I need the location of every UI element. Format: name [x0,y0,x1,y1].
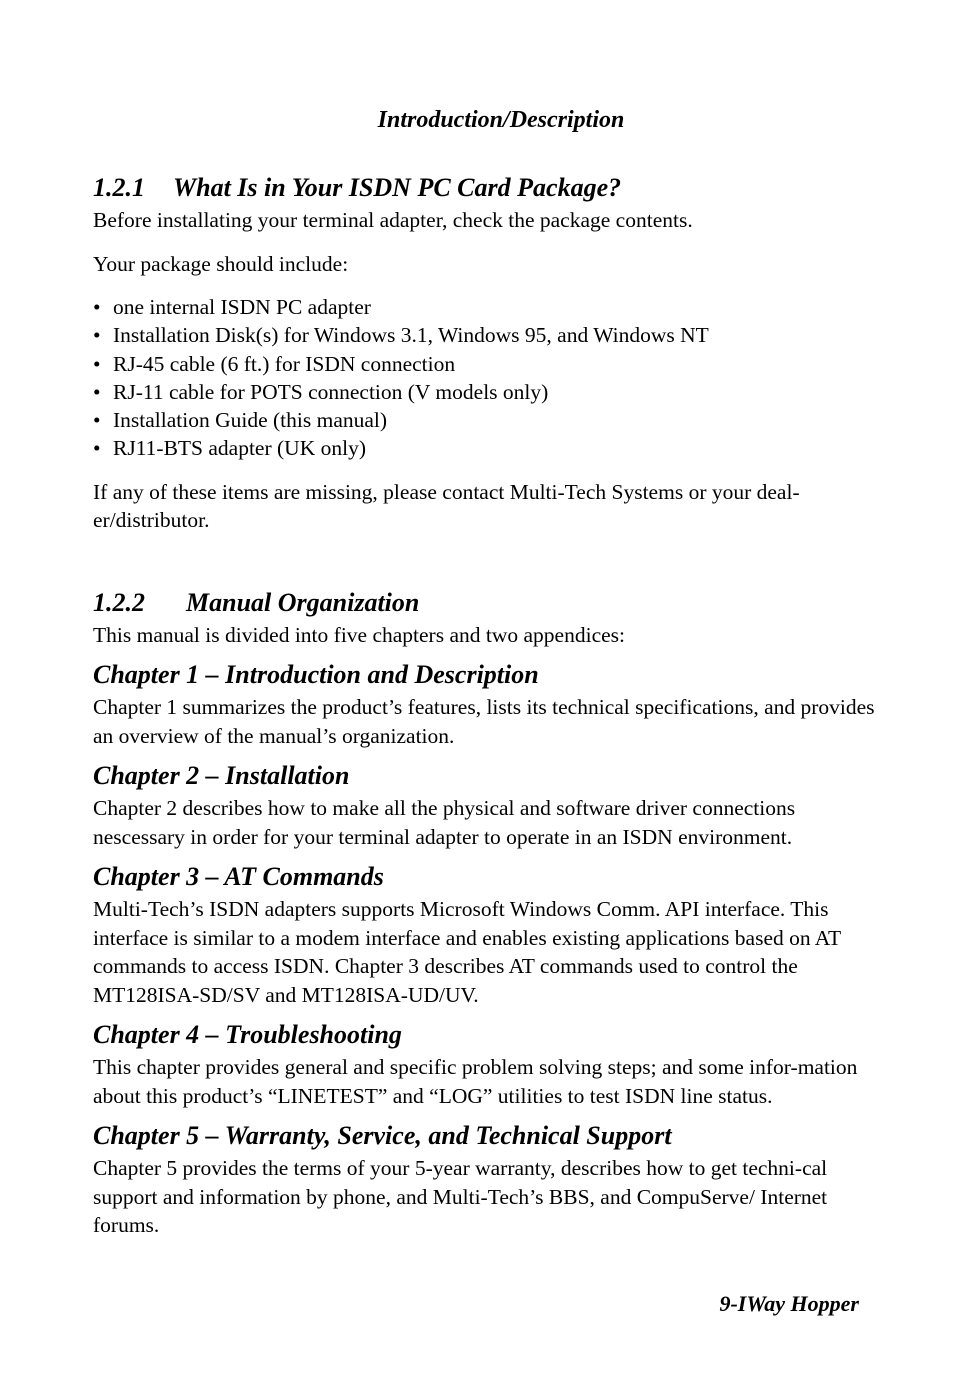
package-lead: Your package should include: [93,251,349,276]
organization-intro: This manual is divided into five chapters and two appendices: [93,622,625,647]
chapter-description: Multi-Tech’s ISDN adapters supports Microsoft Windows Comm. API interface. This interface is similar to a modem interface and enables existing applications based on AT commands to access ISDN. Chapter 3 describes AT commands used to control the MT128ISA-SD/SV and MT128ISA-UD/UV. [93,897,841,1007]
section-title: Manual Organization [186,587,420,617]
section-package-contents [93,170,883,535]
chapter-2-block [93,758,883,851]
page-footer: 9-IWay Hopper [719,1291,859,1316]
chapter-4-block [93,1017,883,1110]
chapter-3-block [93,859,883,1009]
chapter-5-block [93,1118,883,1240]
section-number: 1.2.2 [93,587,145,617]
package-closing: If any of these items are missing, please contact Multi-Tech Systems or your deal-er/distributor. [93,479,800,533]
chapter-heading: Chapter 1 – Introduction and Description [93,660,539,690]
list-item: • RJ-11 cable for POTS connection (V models only) [93,378,883,406]
section-manual-organization [93,585,883,1240]
chapter-1-block [93,657,883,750]
chapter-heading: Chapter 3 – AT Commands [93,862,384,892]
section-heading-package [93,170,883,206]
chapter-description: This chapter provides general and specific problem solving steps; and some infor-mation about this product’s “LINETEST” and “LOG” utilities to test ISDN line status. [93,1055,858,1108]
list-item: • RJ-45 cable (6 ft.) for ISDN connection [93,350,883,378]
page-content [93,170,883,1240]
chapter-description: Chapter 5 provides the terms of your 5-year warranty, describes how to get techni-cal support and information by phone, and Multi-Tech’s BBS, and CompuServe/ Internet forums. [93,1156,828,1238]
chapter-description: Chapter 2 describes how to make all the physical and software driver connections nescessary in order for your terminal adapter to operate in an ISDN environment. [93,796,796,849]
package-intro: Before installating your terminal adapter, check the package contents. [93,208,693,232]
section-heading-organization [93,585,883,621]
chapter-heading: Chapter 5 – Warranty, Service, and Technical Support [93,1121,672,1151]
running-head: Introduction/Description [377,107,625,133]
list-item: • Installation Guide (this manual) [93,406,883,434]
section-title: What Is in Your ISDN PC Card Package? [173,173,622,202]
package-items-list [93,293,883,463]
chapter-description: Chapter 1 summarizes the product’s features, lists its technical specifications, and provides an overview of the manual’s organization. [93,695,875,748]
document-page [93,0,883,1373]
section-number: 1.2.1 [93,173,145,202]
chapter-heading: Chapter 4 – Troubleshooting [93,1020,402,1050]
chapter-heading: Chapter 2 – Installation [93,761,350,791]
list-item: • Installation Disk(s) for Windows 3.1, Windows 95, and Windows NT [93,321,883,349]
list-item: • one internal ISDN PC adapter [93,293,883,321]
list-item: • RJ11-BTS adapter (UK only) [93,434,883,462]
